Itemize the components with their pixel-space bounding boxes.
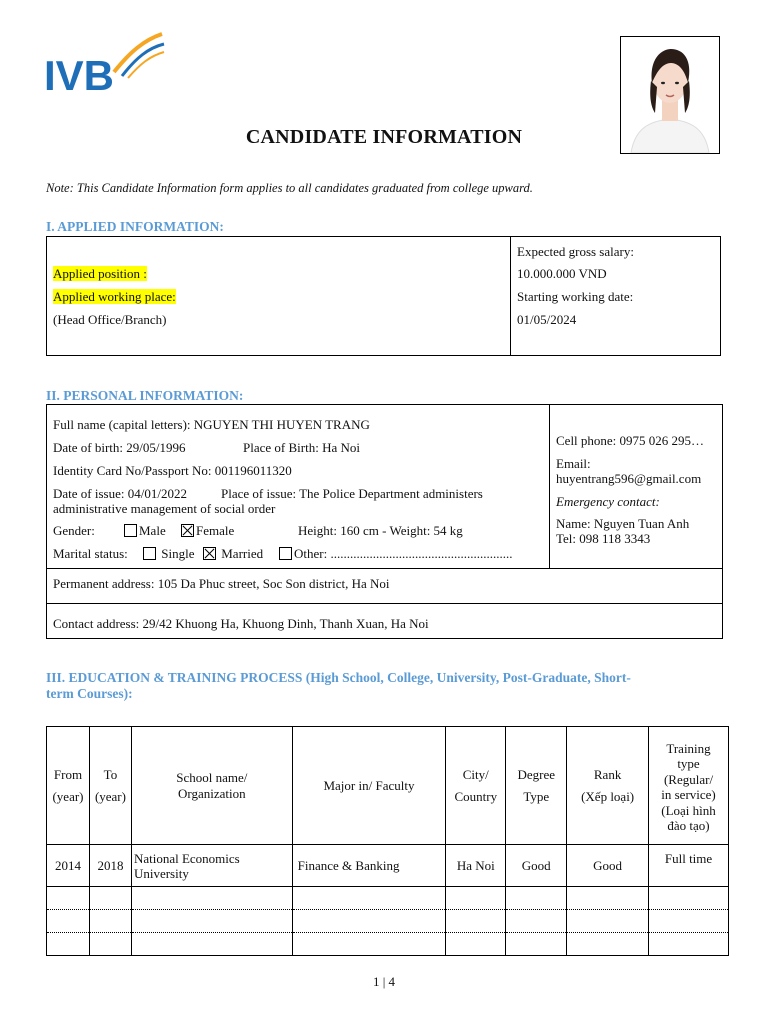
salary-value: 10.000.000 VND	[517, 266, 607, 281]
emergency-name: Name: Nguyen Tuan Anh	[556, 516, 690, 531]
cell-from: 2014	[47, 845, 90, 887]
section-education-heading	[46, 670, 736, 702]
cell-rank: Good	[567, 845, 649, 887]
education-heading-line2: term Courses):	[46, 686, 133, 701]
divider	[46, 568, 723, 569]
page-title: CANDIDATE INFORMATION	[245, 126, 523, 148]
other-label: Other: ........................................................	[294, 546, 513, 561]
divider	[549, 404, 550, 568]
emergency-label: Emergency contact:	[556, 494, 660, 509]
form-note: Note: This Candidate Information form applies to all candidates graduated from college upward.	[46, 181, 533, 195]
cell-school: National Economics University	[131, 845, 292, 887]
col-training: Training type (Regular/ in service) (Loại hình đào tạo)	[649, 727, 729, 845]
gender-male[interactable]	[124, 523, 166, 539]
emergency-tel: Tel: 098 118 3343	[556, 531, 651, 546]
married-label: Married	[221, 546, 264, 561]
start-date-label: Starting working date:	[517, 289, 634, 304]
col-to: To (year)	[89, 727, 131, 845]
col-from: From (year)	[47, 727, 90, 845]
permanent-address: Permanent address: 105 Da Phuc street, Soc Son district, Ha Noi	[53, 576, 390, 591]
female-label: Female	[196, 523, 235, 538]
section-applied-heading: I. APPLIED INFORMATION:	[46, 219, 224, 234]
col-major: Major in/ Faculty	[292, 727, 446, 845]
gender-female[interactable]	[181, 523, 234, 539]
education-heading-line1: III. EDUCATION & TRAINING PROCESS (High School, College, University, Post-Graduate, Short-	[46, 670, 631, 685]
marital-other[interactable]	[279, 546, 512, 562]
married-checkbox[interactable]	[203, 547, 216, 560]
marital-label: Marital status:	[53, 546, 128, 561]
male-checkbox[interactable]	[124, 524, 137, 537]
table-row-empty	[47, 933, 729, 956]
other-checkbox[interactable]	[279, 547, 292, 560]
male-label: Male	[139, 523, 166, 538]
cell-city: Ha Noi	[446, 845, 506, 887]
col-rank: Rank (Xếp loại)	[567, 727, 649, 845]
divider	[46, 603, 723, 604]
col-degree: Degree Type	[506, 727, 567, 845]
salary-label: Expected gross salary:	[517, 244, 634, 259]
section-personal-heading: II. PERSONAL INFORMATION:	[46, 388, 244, 403]
id-card: Identity Card No/Passport No: 001196011320	[53, 463, 292, 478]
applied-place-label: Applied working place:	[53, 289, 176, 304]
cell-training: Full time	[649, 845, 729, 887]
female-checkbox[interactable]	[181, 524, 194, 537]
place-of-issue: Place of issue: The Police Department administers	[221, 486, 483, 501]
logo-text: IVB	[44, 52, 115, 94]
table-header-row	[47, 727, 729, 845]
cell-major: Finance & Banking	[292, 845, 446, 887]
single-checkbox[interactable]	[143, 547, 156, 560]
ivb-logo	[44, 32, 166, 94]
date-of-issue: Date of issue: 04/01/2022	[53, 486, 187, 501]
email-label: Email:	[556, 456, 591, 471]
contact-address: Contact address: 29/42 Khuong Ha, Khuong Dinh, Thanh Xuan, Ha Noi	[53, 616, 429, 631]
place-of-issue-cont: administrative management of social order	[53, 501, 276, 516]
gender-label: Gender:	[53, 523, 95, 538]
height-weight: Height: 160 cm - Weight: 54 kg	[298, 523, 463, 538]
place-of-birth: Place of Birth: Ha Noi	[243, 440, 360, 455]
office-hint: (Head Office/Branch)	[53, 312, 167, 327]
cell-degree: Good	[506, 845, 567, 887]
date-of-birth: Date of birth: 29/05/1996	[53, 440, 186, 455]
marital-single[interactable]	[143, 546, 194, 562]
start-date-value: 01/05/2024	[517, 312, 577, 327]
education-table	[46, 726, 729, 956]
applied-position-label: Applied position :	[53, 266, 147, 281]
marital-married[interactable]	[203, 546, 263, 562]
table-row	[47, 845, 729, 887]
col-school: School name/ Organization	[131, 727, 292, 845]
page-number: 1 | 4	[372, 974, 396, 989]
table-row-empty	[47, 910, 729, 933]
table-row-empty	[47, 887, 729, 910]
col-city: City/ Country	[446, 727, 506, 845]
cell-to: 2018	[89, 845, 131, 887]
full-name: Full name (capital letters): NGUYEN THI HUYEN TRANG	[53, 417, 370, 432]
divider	[510, 236, 511, 356]
cell-phone: Cell phone: 0975 026 295…	[556, 433, 705, 448]
single-label: Single	[161, 546, 195, 561]
email-value: huyentrang596@gmail.com	[556, 471, 702, 486]
